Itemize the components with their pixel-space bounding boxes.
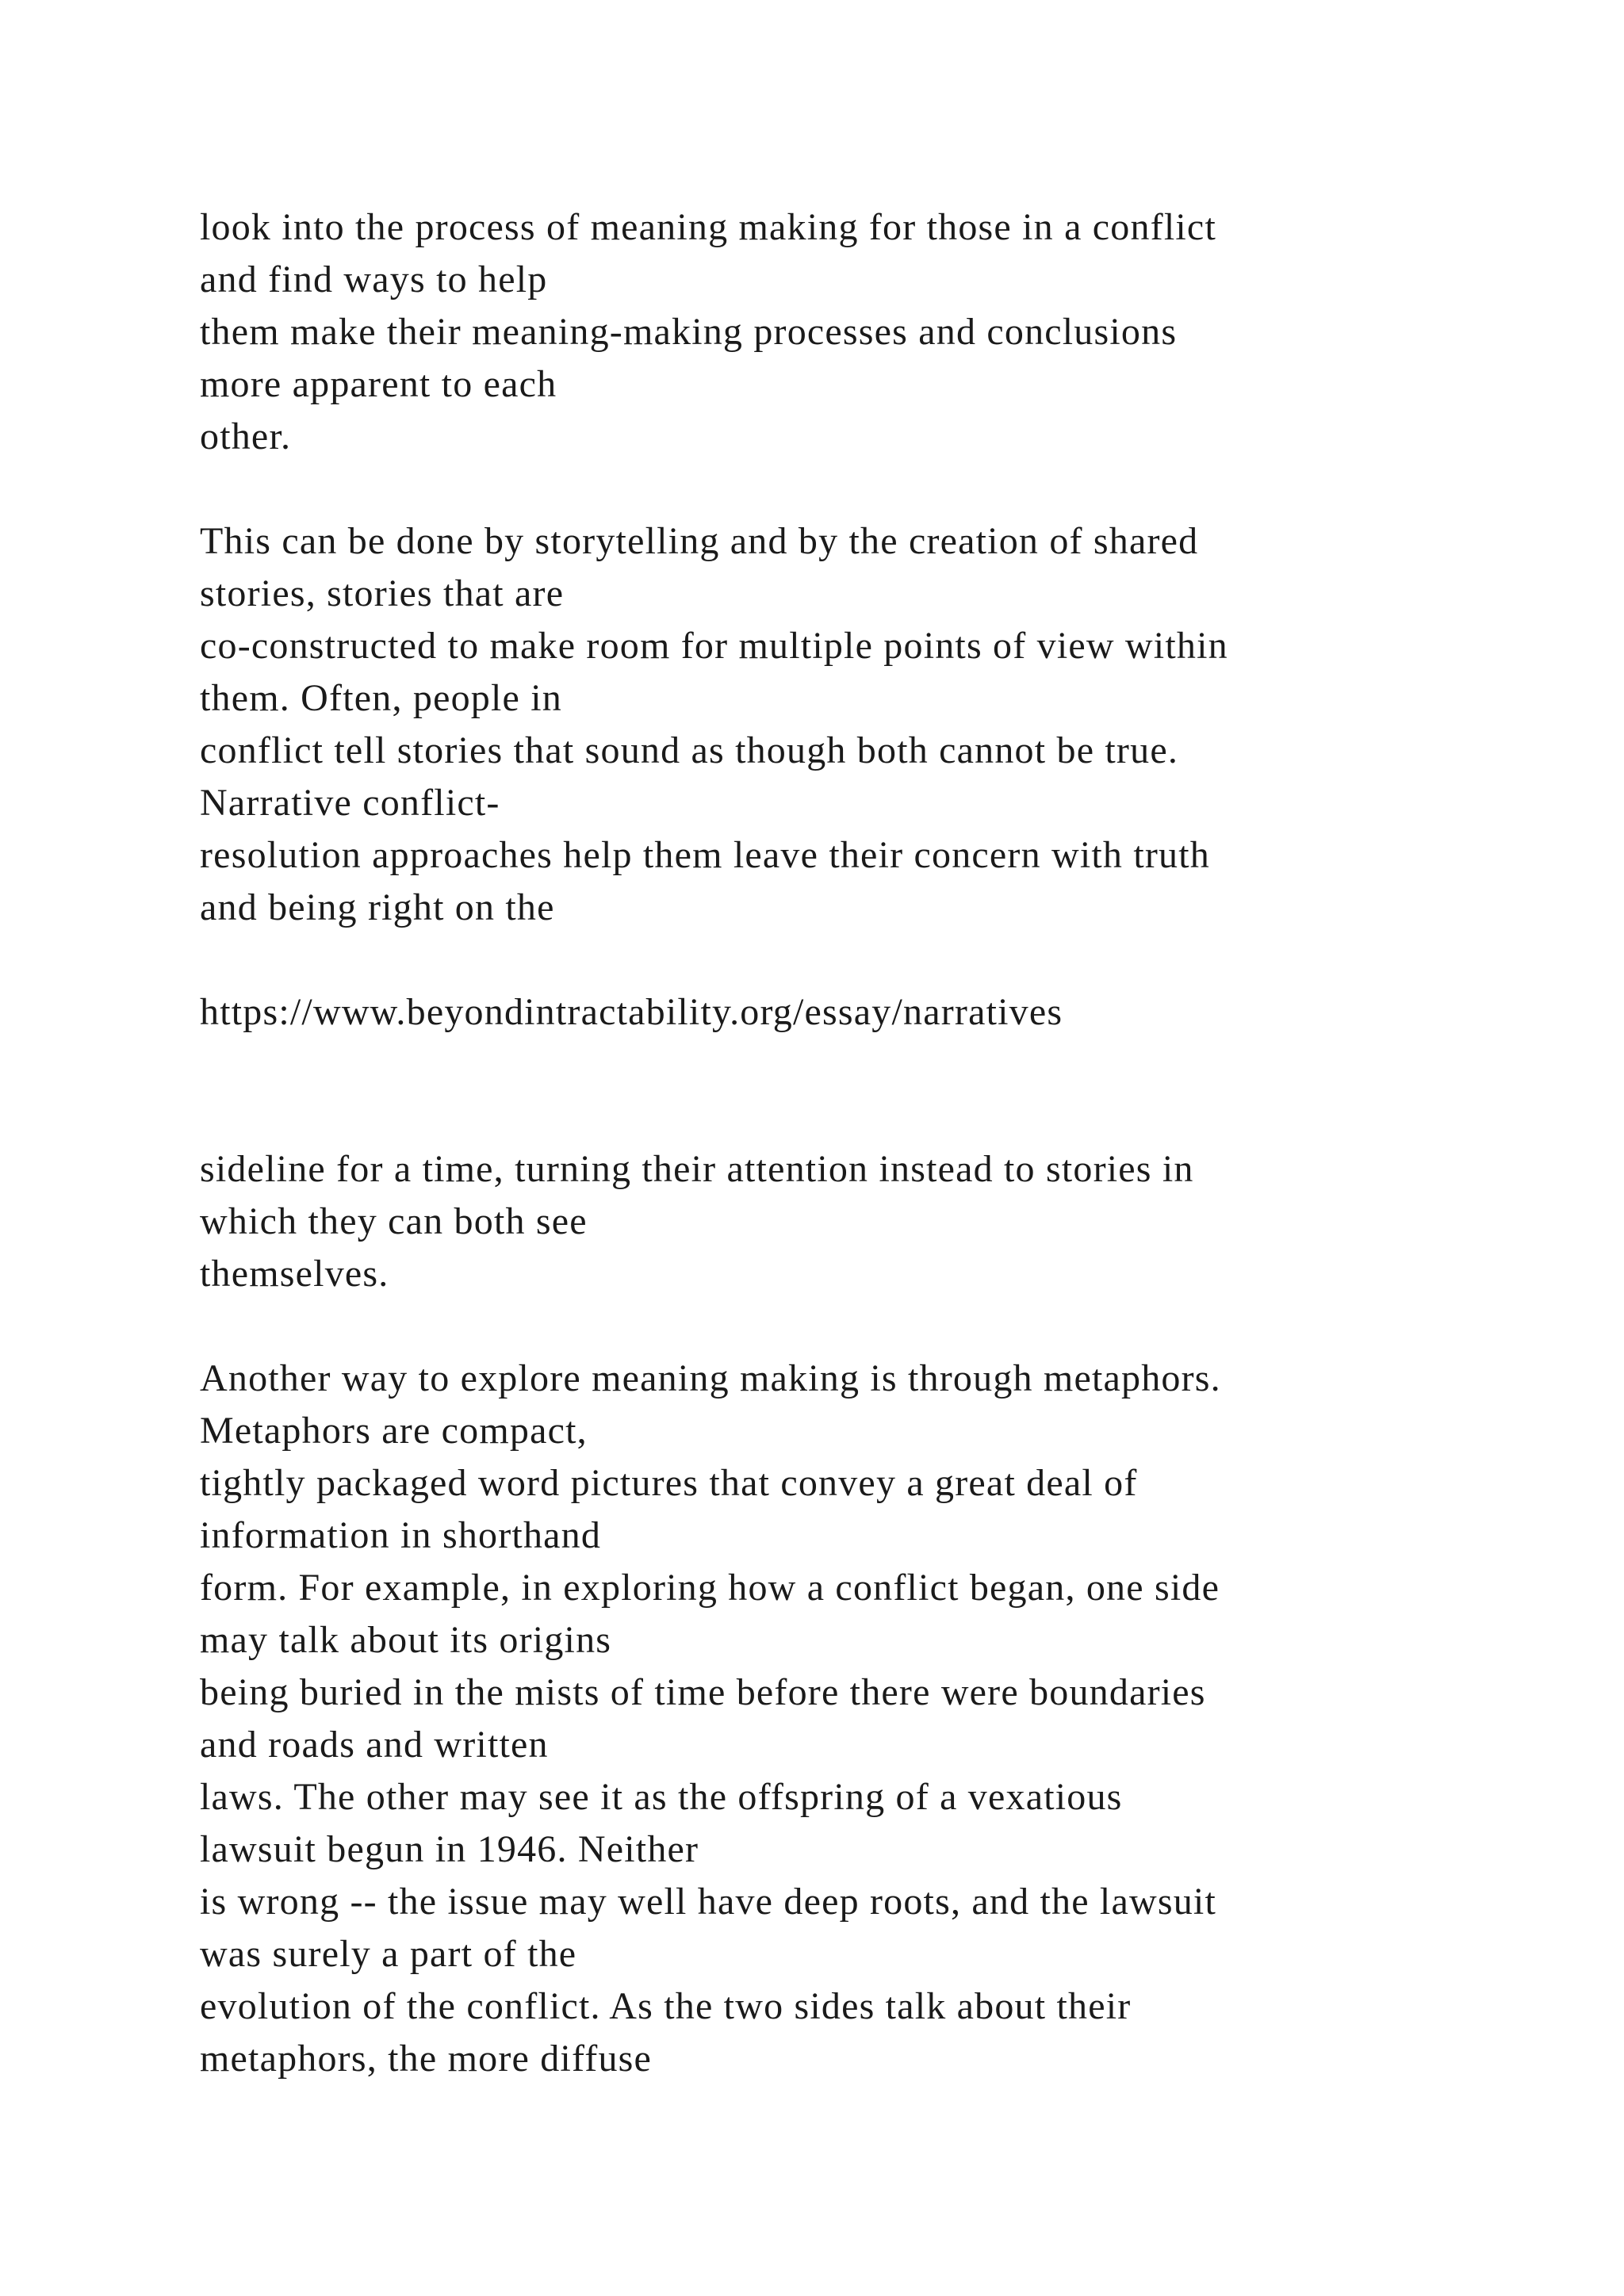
text-line: Another way to explore meaning making is through metaphors. [200,1357,1221,1399]
text-line: them. Often, people in [200,677,562,719]
text-line: lawsuit begun in 1946. Neither [200,1828,699,1870]
text-line: themselves. [200,1253,389,1295]
text-line: look into the process of meaning making for those in a conflict [200,206,1216,248]
text-line: may talk about its origins [200,1619,612,1661]
text-line: and being right on the [200,886,555,928]
text-line: tightly packaged word pictures that convey a great deal of [200,1462,1138,1504]
text-line: and find ways to help [200,258,548,300]
text-line: metaphors, the more diffuse [200,2038,653,2080]
text-line: form. For example, in exploring how a conflict began, one side [200,1567,1220,1609]
text-line: being buried in the mists of time before there were boundaries [200,1671,1206,1713]
text-line: resolution approaches help them leave their concern with truth [200,834,1210,876]
text-line: laws. The other may see it as the offspring of a vexatious [200,1776,1123,1818]
text-line: other. [200,415,292,457]
text-line: conflict tell stories that sound as though both cannot be true. [200,729,1179,771]
text-line: and roads and written [200,1724,549,1766]
text-line: was surely a part of the [200,1933,577,1975]
text-line: co-constructed to make room for multiple points of view within [200,625,1228,667]
text-line: sideline for a time, turning their attention instead to stories in [200,1148,1194,1190]
text-line: stories, stories that are [200,572,565,614]
text-line: This can be done by storytelling and by the creation of shared [200,520,1199,562]
text-line: evolution of the conflict. As the two sides talk about their [200,1985,1132,2027]
text-line: information in shorthand [200,1514,602,1556]
text-line: Metaphors are compact, [200,1410,588,1452]
text-line: more apparent to each [200,363,557,405]
source-url: https://www.beyondintractability.org/essay/narratives [200,991,1063,1033]
text-line: them make their meaning-making processes and conclusions [200,311,1178,353]
text-line: Narrative conflict- [200,782,500,824]
text-line: which they can both see [200,1200,588,1242]
text-line: is wrong -- the issue may well have deep roots, and the lawsuit [200,1881,1216,1923]
